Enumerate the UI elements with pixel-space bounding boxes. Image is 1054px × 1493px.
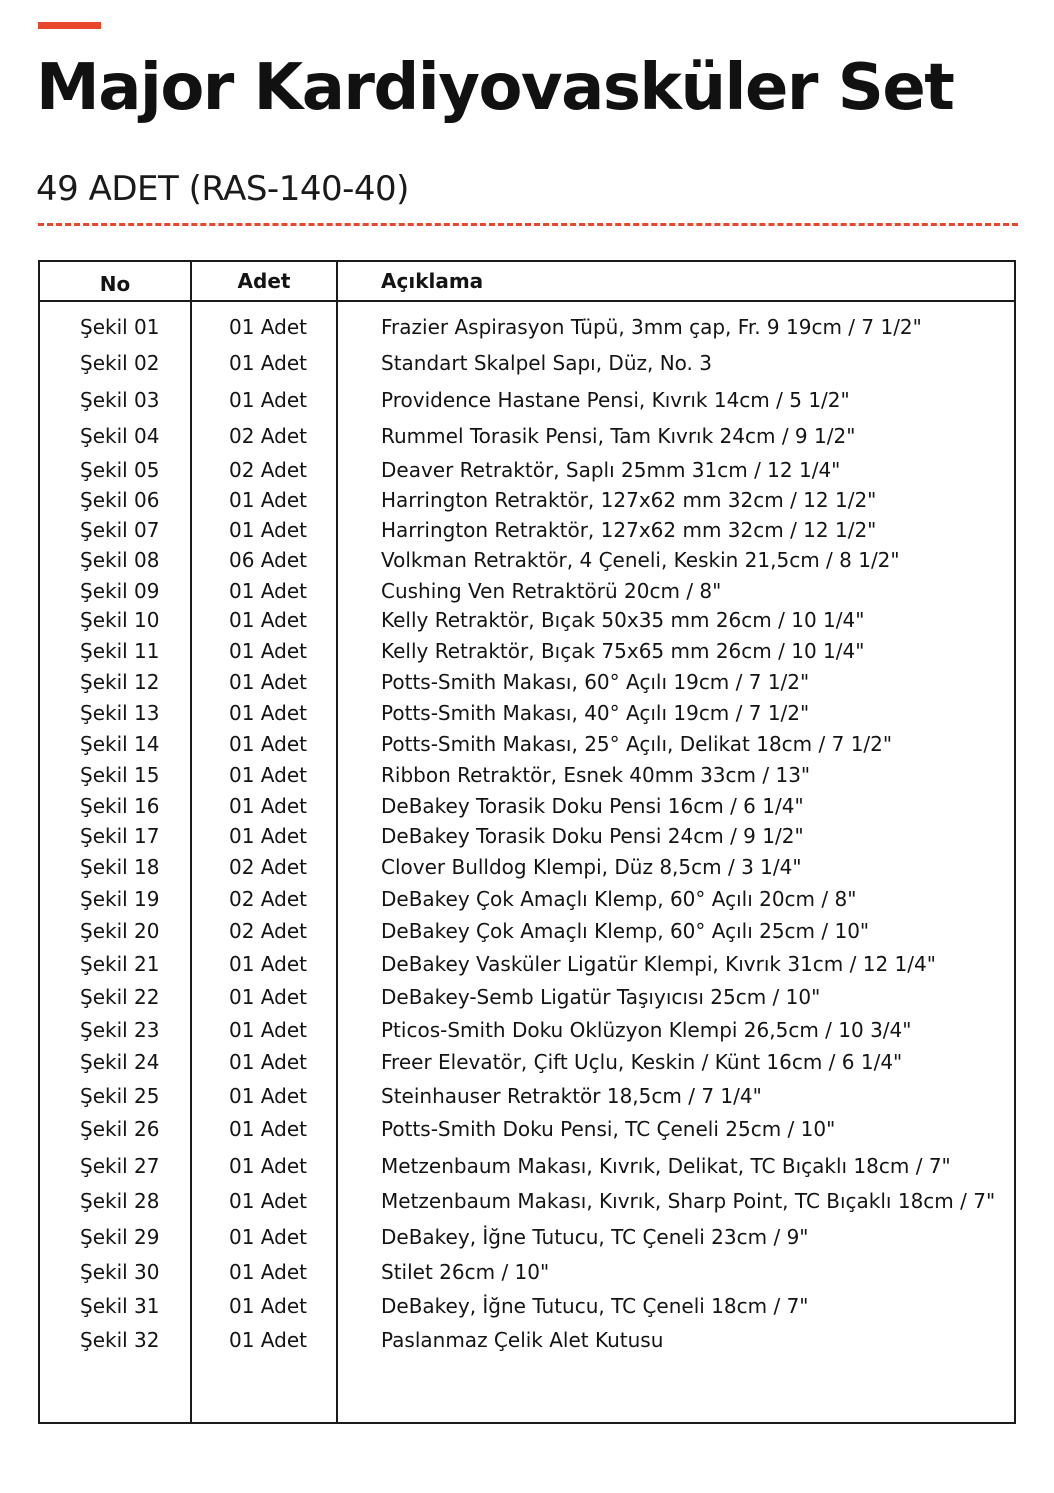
table-row [40, 1047, 1016, 1077]
row-number: Şekil 04 [80, 424, 160, 448]
column-header-adet: Adet [237, 269, 291, 293]
row-number: Şekil 08 [80, 548, 160, 572]
row-number: Şekil 25 [80, 1084, 160, 1108]
row-description: Pticos-Smith Doku Oklüzyon Klempi 26,5cm / 10 3/4" [381, 1018, 912, 1042]
table-row [40, 1151, 1016, 1181]
accent-bar [38, 22, 101, 29]
instrument-table [38, 260, 1016, 1424]
table-row [40, 791, 1016, 821]
row-number: Şekil 02 [80, 351, 160, 375]
row-quantity: 02 Adet [229, 919, 307, 943]
row-description: DeBakey Torasik Doku Pensi 16cm / 6 1/4" [381, 794, 804, 818]
row-description: DeBakey, İğne Tutucu, TC Çeneli 18cm / 7" [381, 1294, 809, 1318]
table-row [40, 884, 1016, 914]
table-row [40, 667, 1016, 697]
table-row [40, 485, 1016, 515]
row-quantity: 01 Adet [229, 985, 307, 1009]
table-row [40, 1325, 1016, 1355]
table-row [40, 1291, 1016, 1321]
row-number: Şekil 22 [80, 985, 160, 1009]
dashed-divider [38, 223, 1018, 226]
row-number: Şekil 27 [80, 1154, 160, 1178]
table-row [40, 852, 1016, 882]
row-quantity: 01 Adet [229, 1154, 307, 1178]
table-row [40, 760, 1016, 790]
table-row [40, 421, 1016, 451]
row-quantity: 01 Adet [229, 1189, 307, 1213]
row-number: Şekil 16 [80, 794, 160, 818]
table-row [40, 312, 1016, 342]
row-number: Şekil 23 [80, 1018, 160, 1042]
row-description: Steinhauser Retraktör 18,5cm / 7 1/4" [381, 1084, 762, 1108]
row-number: Şekil 28 [80, 1189, 160, 1213]
row-description: DeBakey Vasküler Ligatür Klempi, Kıvrık 31cm / 12 1/4" [381, 952, 936, 976]
row-number: Şekil 06 [80, 488, 160, 512]
table-row [40, 605, 1016, 635]
row-number: Şekil 21 [80, 952, 160, 976]
table-row [40, 348, 1016, 378]
row-number: Şekil 26 [80, 1117, 160, 1141]
row-description: Cushing Ven Retraktörü 20cm / 8" [381, 579, 722, 603]
table-row [40, 455, 1016, 485]
row-quantity: 01 Adet [229, 639, 307, 663]
row-quantity: 01 Adet [229, 388, 307, 412]
row-description: Frazier Aspirasyon Tüpü, 3mm çap, Fr. 9 19cm / 7 1/2" [381, 315, 922, 339]
row-description: Freer Elevatör, Çift Uçlu, Keskin / Künt 16cm / 6 1/4" [381, 1050, 903, 1074]
table-row [40, 1186, 1016, 1216]
row-description: DeBakey-Semb Ligatür Taşıyıcısı 25cm / 10" [381, 985, 821, 1009]
row-number: Şekil 09 [80, 579, 160, 603]
table-row [40, 729, 1016, 759]
row-quantity: 01 Adet [229, 670, 307, 694]
row-number: Şekil 20 [80, 919, 160, 943]
row-number: Şekil 24 [80, 1050, 160, 1074]
row-description: Providence Hastane Pensi, Kıvrık 14cm / 5 1/2" [381, 388, 850, 412]
row-description: Potts-Smith Makası, 40° Açılı 19cm / 7 1/2" [381, 701, 810, 725]
row-description: Standart Skalpel Sapı, Düz, No. 3 [381, 351, 712, 375]
row-quantity: 01 Adet [229, 1225, 307, 1249]
row-description: Potts-Smith Doku Pensi, TC Çeneli 25cm / 10" [381, 1117, 836, 1141]
table-row [40, 1015, 1016, 1045]
column-header-no: No [99, 272, 131, 296]
row-quantity: 01 Adet [229, 488, 307, 512]
row-quantity: 01 Adet [229, 518, 307, 542]
row-number: Şekil 17 [80, 824, 160, 848]
row-number: Şekil 18 [80, 855, 160, 879]
row-number: Şekil 01 [80, 315, 160, 339]
row-quantity: 01 Adet [229, 732, 307, 756]
row-quantity: 02 Adet [229, 424, 307, 448]
row-description: Rummel Torasik Pensi, Tam Kıvrık 24cm / 9 1/2" [381, 424, 856, 448]
row-number: Şekil 07 [80, 518, 160, 542]
row-quantity: 01 Adet [229, 1294, 307, 1318]
column-header-aciklama: Açıklama [381, 269, 484, 293]
row-quantity: 01 Adet [229, 1328, 307, 1352]
row-description: Clover Bulldog Klempi, Düz 8,5cm / 3 1/4" [381, 855, 802, 879]
table-row [40, 1081, 1016, 1111]
row-quantity: 01 Adet [229, 579, 307, 603]
table-row [40, 821, 1016, 851]
table-row [40, 949, 1016, 979]
row-description: Metzenbaum Makası, Kıvrık, Delikat, TC Bıçaklı 18cm / 7" [381, 1154, 951, 1178]
row-number: Şekil 11 [80, 639, 160, 663]
row-quantity: 01 Adet [229, 315, 307, 339]
table-row [40, 982, 1016, 1012]
row-quantity: 01 Adet [229, 794, 307, 818]
row-number: Şekil 13 [80, 701, 160, 725]
row-quantity: 01 Adet [229, 1050, 307, 1074]
table-row [40, 698, 1016, 728]
row-quantity: 01 Adet [229, 1084, 307, 1108]
table-row [40, 1114, 1016, 1144]
row-description: DeBakey, İğne Tutucu, TC Çeneli 23cm / 9" [381, 1225, 809, 1249]
table-row [40, 385, 1016, 415]
row-number: Şekil 29 [80, 1225, 160, 1249]
row-quantity: 01 Adet [229, 1117, 307, 1141]
row-description: DeBakey Torasik Doku Pensi 24cm / 9 1/2" [381, 824, 804, 848]
row-quantity: 01 Adet [229, 824, 307, 848]
table-row [40, 916, 1016, 946]
row-quantity: 01 Adet [229, 608, 307, 632]
row-number: Şekil 30 [80, 1260, 160, 1284]
table-row [40, 576, 1016, 606]
page-title: Major Kardiyovasküler Set [36, 51, 954, 125]
row-description: Kelly Retraktör, Bıçak 50x35 mm 26cm / 10 1/4" [381, 608, 865, 632]
row-quantity: 01 Adet [229, 351, 307, 375]
row-quantity: 02 Adet [229, 887, 307, 911]
page-subtitle: 49 ADET (RAS-140-40) [36, 169, 409, 209]
row-quantity: 02 Adet [229, 855, 307, 879]
row-quantity: 01 Adet [229, 701, 307, 725]
row-number: Şekil 12 [80, 670, 160, 694]
row-quantity: 01 Adet [229, 952, 307, 976]
header-divider [40, 300, 1014, 302]
row-quantity: 06 Adet [229, 548, 307, 572]
table-row [40, 1257, 1016, 1287]
row-description: Paslanmaz Çelik Alet Kutusu [381, 1328, 664, 1352]
row-number: Şekil 19 [80, 887, 160, 911]
row-description: Harrington Retraktör, 127x62 mm 32cm / 12 1/2" [381, 488, 877, 512]
row-description: Kelly Retraktör, Bıçak 75x65 mm 26cm / 10 1/4" [381, 639, 865, 663]
row-description: Metzenbaum Makası, Kıvrık, Sharp Point, TC Bıçaklı 18cm / 7" [381, 1189, 996, 1213]
table-row [40, 545, 1016, 575]
row-description: Ribbon Retraktör, Esnek 40mm 33cm / 13" [381, 763, 811, 787]
row-number: Şekil 14 [80, 732, 160, 756]
row-quantity: 01 Adet [229, 1018, 307, 1042]
row-description: Deaver Retraktör, Saplı 25mm 31cm / 12 1/4" [381, 458, 841, 482]
row-number: Şekil 05 [80, 458, 160, 482]
row-description: Stilet 26cm / 10" [381, 1260, 550, 1284]
row-description: Volkman Retraktör, 4 Çeneli, Keskin 21,5cm / 8 1/2" [381, 548, 900, 572]
row-number: Şekil 32 [80, 1328, 160, 1352]
row-number: Şekil 03 [80, 388, 160, 412]
row-quantity: 01 Adet [229, 1260, 307, 1284]
row-description: Harrington Retraktör, 127x62 mm 32cm / 12 1/2" [381, 518, 877, 542]
row-description: Potts-Smith Makası, 60° Açılı 19cm / 7 1/2" [381, 670, 810, 694]
row-description: Potts-Smith Makası, 25° Açılı, Delikat 18cm / 7 1/2" [381, 732, 893, 756]
table-row [40, 1222, 1016, 1252]
table-row [40, 515, 1016, 545]
row-number: Şekil 15 [80, 763, 160, 787]
row-quantity: 01 Adet [229, 763, 307, 787]
row-number: Şekil 31 [80, 1294, 160, 1318]
row-description: DeBakey Çok Amaçlı Klemp, 60° Açılı 20cm / 8" [381, 887, 857, 911]
row-number: Şekil 10 [80, 608, 160, 632]
table-row [40, 636, 1016, 666]
row-description: DeBakey Çok Amaçlı Klemp, 60° Açılı 25cm / 10" [381, 919, 870, 943]
row-quantity: 02 Adet [229, 458, 307, 482]
